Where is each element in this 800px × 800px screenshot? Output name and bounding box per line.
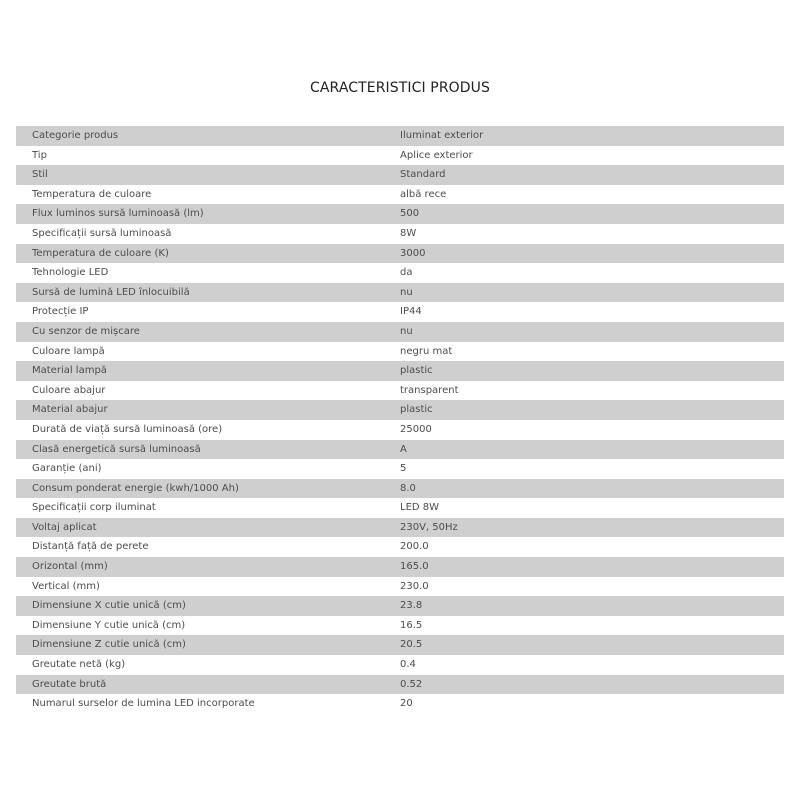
spec-value: 8W (400, 224, 784, 244)
spec-label: Temperatura de culoare (16, 185, 400, 205)
spec-row (16, 635, 784, 655)
spec-value: Standard (400, 165, 784, 185)
spec-value: nu (400, 322, 784, 342)
spec-value: Aplice exterior (400, 146, 784, 166)
spec-label: Consum ponderat energie (kwh/1000 Ah) (16, 479, 400, 499)
spec-row (16, 518, 784, 538)
spec-row (16, 498, 784, 518)
spec-label: Vertical (mm) (16, 577, 400, 597)
spec-value: IP44 (400, 302, 784, 322)
spec-row (16, 479, 784, 499)
spec-row (16, 361, 784, 381)
spec-label: Specificații sursă luminoasă (16, 224, 400, 244)
spec-row (16, 596, 784, 616)
spec-row (16, 126, 784, 146)
spec-value: albă rece (400, 185, 784, 205)
spec-value: 20.5 (400, 635, 784, 655)
spec-label: Orizontal (mm) (16, 557, 400, 577)
spec-label: Cu senzor de mișcare (16, 322, 400, 342)
spec-row (16, 655, 784, 675)
spec-row (16, 263, 784, 283)
spec-row (16, 283, 784, 303)
spec-row (16, 675, 784, 695)
spec-label: Clasă energetică sursă luminoasă (16, 440, 400, 460)
spec-value: A (400, 440, 784, 460)
section-title: CARACTERISTICI PRODUS (310, 80, 490, 96)
spec-label: Protecție IP (16, 302, 400, 322)
spec-row (16, 244, 784, 264)
spec-label: Categorie produs (16, 126, 400, 146)
spec-label: Sursă de lumină LED înlocuibilă (16, 283, 400, 303)
spec-value: 23.8 (400, 596, 784, 616)
spec-row (16, 322, 784, 342)
spec-value: 165.0 (400, 557, 784, 577)
spec-value: 0.52 (400, 675, 784, 695)
spec-value: 200.0 (400, 537, 784, 557)
spec-label: Durată de viață sursă luminoasă (ore) (16, 420, 400, 440)
spec-label: Tip (16, 146, 400, 166)
spec-label: Material abajur (16, 400, 400, 420)
spec-row (16, 165, 784, 185)
spec-row (16, 185, 784, 205)
spec-label: Temperatura de culoare (K) (16, 244, 400, 264)
spec-value: transparent (400, 381, 784, 401)
spec-value: plastic (400, 361, 784, 381)
spec-row (16, 420, 784, 440)
spec-value: 0.4 (400, 655, 784, 675)
spec-label: Greutate brută (16, 675, 400, 695)
specifications-table-body (16, 126, 784, 714)
spec-value: 230V, 50Hz (400, 518, 784, 538)
spec-row (16, 537, 784, 557)
spec-label: Culoare abajur (16, 381, 400, 401)
spec-row (16, 381, 784, 401)
spec-value: Iluminat exterior (400, 126, 784, 146)
spec-label: Dimensiune Y cutie unică (cm) (16, 616, 400, 636)
spec-row (16, 616, 784, 636)
spec-label: Stil (16, 165, 400, 185)
specifications-table (16, 126, 784, 714)
spec-label: Numarul surselor de lumina LED incorporate (16, 694, 400, 714)
spec-row (16, 459, 784, 479)
spec-label: Distanță față de perete (16, 537, 400, 557)
spec-row (16, 302, 784, 322)
spec-value: da (400, 263, 784, 283)
spec-row (16, 224, 784, 244)
spec-value: nu (400, 283, 784, 303)
spec-row (16, 342, 784, 362)
spec-label: Dimensiune Z cutie unică (cm) (16, 635, 400, 655)
spec-label: Flux luminos sursă luminoasă (lm) (16, 204, 400, 224)
spec-row (16, 400, 784, 420)
spec-value: 3000 (400, 244, 784, 264)
spec-label: Dimensiune X cutie unică (cm) (16, 596, 400, 616)
spec-value: 5 (400, 459, 784, 479)
spec-value: LED 8W (400, 498, 784, 518)
spec-label: Material lampă (16, 361, 400, 381)
spec-value: negru mat (400, 342, 784, 362)
spec-label: Voltaj aplicat (16, 518, 400, 538)
spec-value: 25000 (400, 420, 784, 440)
spec-row (16, 577, 784, 597)
spec-row (16, 440, 784, 460)
spec-row (16, 204, 784, 224)
spec-label: Greutate netă (kg) (16, 655, 400, 675)
spec-label: Garanție (ani) (16, 459, 400, 479)
spec-label: Tehnologie LED (16, 263, 400, 283)
spec-row (16, 557, 784, 577)
spec-value: 230.0 (400, 577, 784, 597)
spec-value: plastic (400, 400, 784, 420)
spec-row (16, 146, 784, 166)
spec-value: 8.0 (400, 479, 784, 499)
spec-label: Specificații corp iluminat (16, 498, 400, 518)
spec-row (16, 694, 784, 714)
spec-label: Culoare lampă (16, 342, 400, 362)
spec-value: 16.5 (400, 616, 784, 636)
spec-value: 500 (400, 204, 784, 224)
spec-value: 20 (400, 694, 784, 714)
